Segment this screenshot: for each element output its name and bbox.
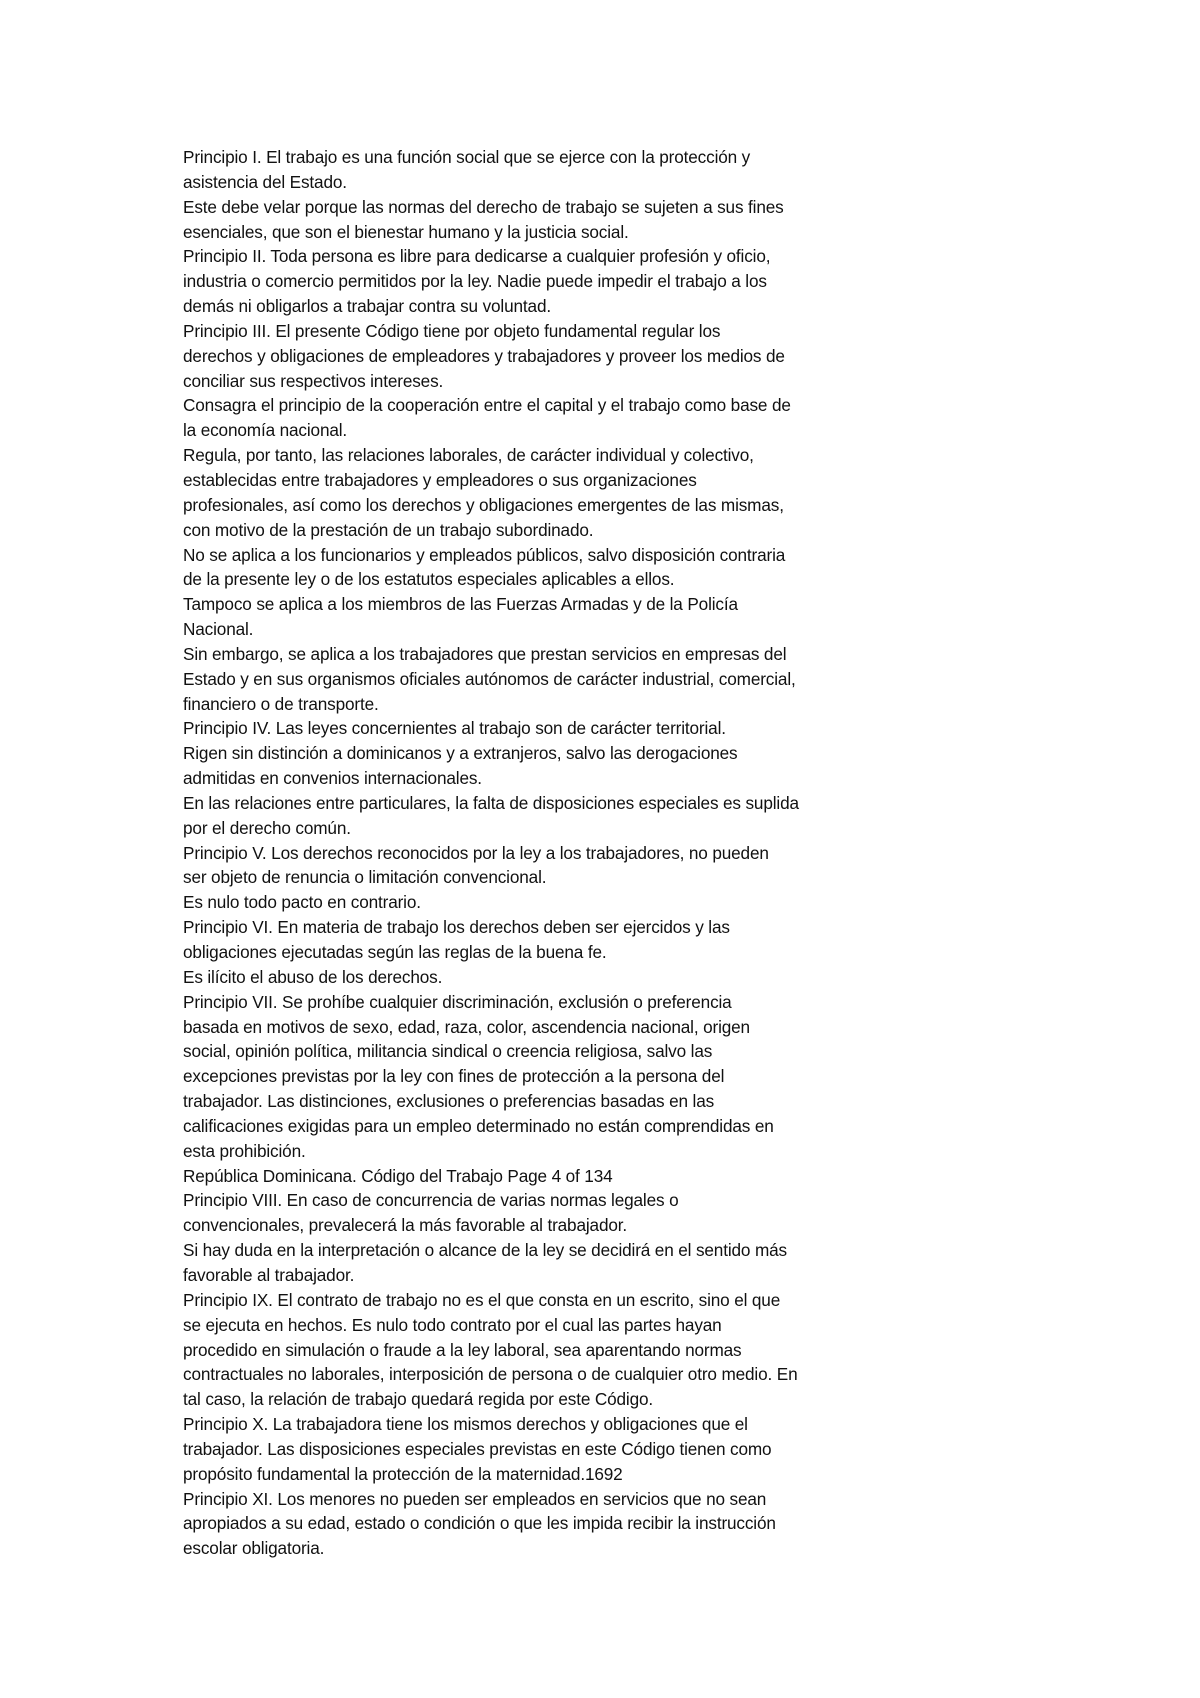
text-line: Principio IX. El contrato de trabajo no es el que consta en un escrito, sino el que: [183, 1289, 781, 1310]
text-line: esta prohibición.: [183, 1140, 306, 1161]
text-line: Principio XI. Los menores no pueden ser empleados en servicios que no sean: [183, 1488, 767, 1509]
text-line: financiero o de transporte.: [183, 693, 379, 714]
document-body-text: [183, 145, 883, 1561]
text-line: convencionales, prevalecerá la más favorable al trabajador.: [183, 1215, 628, 1236]
text-line: Es nulo todo pacto en contrario.: [183, 892, 421, 913]
text-line: Principio II. Toda persona es libre para dedicarse a cualquier profesión y oficio,: [183, 246, 771, 267]
text-line: profesionales, así como los derechos y obligaciones emergentes de las mismas,: [183, 494, 784, 515]
text-line: la economía nacional.: [183, 420, 348, 441]
text-line: admitidas en convenios internacionales.: [183, 768, 482, 789]
text-line: por el derecho común.: [183, 817, 351, 838]
text-line: Principio I. El trabajo es una función social que se ejerce con la protección y: [183, 147, 751, 167]
text-line: social, opinión política, militancia sindical o creencia religiosa, salvo las: [183, 1041, 713, 1062]
text-line: ser objeto de renuncia o limitación convencional.: [183, 867, 547, 888]
text-line: Este debe velar porque las normas del derecho de trabajo se sujeten a sus fines: [183, 196, 784, 217]
text-line: propósito fundamental la protección de la maternidad.1692: [183, 1463, 623, 1484]
text-line: obligaciones ejecutadas según las reglas de la buena fe.: [183, 942, 607, 962]
text-line: Consagra el principio de la cooperación entre el capital y el trabajo como base de: [183, 395, 791, 416]
text-line: trabajador. Las disposiciones especiales previstas en este Código tienen como: [183, 1438, 772, 1459]
text-line: Estado y en sus organismos oficiales autónomos de carácter industrial, comercial,: [183, 668, 796, 689]
text-line: excepciones previstas por la ley con fines de protección a la persona del: [183, 1066, 725, 1087]
text-line: asistencia del Estado.: [183, 171, 347, 192]
text-line: Regula, por tanto, las relaciones laborales, de carácter individual y colectivo,: [183, 445, 754, 466]
text-line: industria o comercio permitidos por la ley. Nadie puede impedir el trabajo a los: [183, 271, 767, 292]
text-line: Sin embargo, se aplica a los trabajadores que prestan servicios en empresas del: [183, 643, 787, 664]
text-line: Principio X. La trabajadora tiene los mismos derechos y obligaciones que el: [183, 1414, 748, 1435]
text-line: Principio III. El presente Código tiene por objeto fundamental regular los: [183, 320, 721, 341]
text-line: derechos y obligaciones de empleadores y trabajadores y proveer los medios de: [183, 345, 785, 366]
text-line: República Dominicana. Código del Trabajo Page 4 of 134: [183, 1165, 613, 1186]
text-line: esenciales, que son el bienestar humano y la justicia social.: [183, 221, 629, 242]
text-line: escolar obligatoria.: [183, 1538, 325, 1559]
text-line: de la presente ley o de los estatutos especiales aplicables a ellos.: [183, 569, 675, 590]
text-line: Principio VI. En materia de trabajo los derechos deben ser ejercidos y las: [183, 917, 730, 938]
text-line: favorable al trabajador.: [183, 1264, 355, 1285]
text-line: con motivo de la prestación de un trabajo subordinado.: [183, 519, 594, 540]
text-line: se ejecuta en hechos. Es nulo todo contrato por el cual las partes hayan: [183, 1314, 722, 1335]
text-line: Nacional.: [183, 619, 254, 640]
text-line: Principio IV. Las leyes concernientes al trabajo son de carácter territorial.: [183, 718, 726, 739]
text-line: basada en motivos de sexo, edad, raza, color, ascendencia nacional, origen: [183, 1016, 750, 1037]
text-line: Es ilícito el abuso de los derechos.: [183, 966, 443, 987]
text-line: Si hay duda en la interpretación o alcance de la ley se decidirá en el sentido más: [183, 1240, 787, 1261]
text-line: apropiados a su edad, estado o condición o que les impida recibir la instrucción: [183, 1513, 776, 1534]
text-line: Principio VII. Se prohíbe cualquier discriminación, exclusión o preferencia: [183, 991, 732, 1012]
text-line: trabajador. Las distinciones, exclusiones o preferencias basadas en las: [183, 1091, 715, 1112]
text-line: tal caso, la relación de trabajo quedará regida por este Código.: [183, 1389, 654, 1410]
text-line: calificaciones exigidas para un empleo determinado no están comprendidas en: [183, 1115, 774, 1136]
text-line: En las relaciones entre particulares, la falta de disposiciones especiales es suplida: [183, 792, 799, 813]
text-line: Principio VIII. En caso de concurrencia de varias normas legales o: [183, 1190, 679, 1211]
text-line: conciliar sus respectivos intereses.: [183, 370, 444, 391]
text-line: establecidas entre trabajadores y empleadores o sus organizaciones: [183, 469, 697, 490]
text-line: Rigen sin distinción a dominicanos y a extranjeros, salvo las derogaciones: [183, 743, 738, 764]
text-line: Principio V. Los derechos reconocidos por la ley a los trabajadores, no pueden: [183, 842, 769, 863]
text-line: No se aplica a los funcionarios y empleados públicos, salvo disposición contraria: [183, 544, 786, 565]
text-line: demás ni obligarlos a trabajar contra su voluntad.: [183, 296, 551, 317]
text-line: Tampoco se aplica a los miembros de las Fuerzas Armadas y de la Policía: [183, 594, 738, 615]
text-line: procedido en simulación o fraude a la ley laboral, sea aparentando normas: [183, 1339, 742, 1360]
text-line: contractuales no laborales, interposición de persona o de cualquier otro medio. En: [183, 1364, 798, 1385]
